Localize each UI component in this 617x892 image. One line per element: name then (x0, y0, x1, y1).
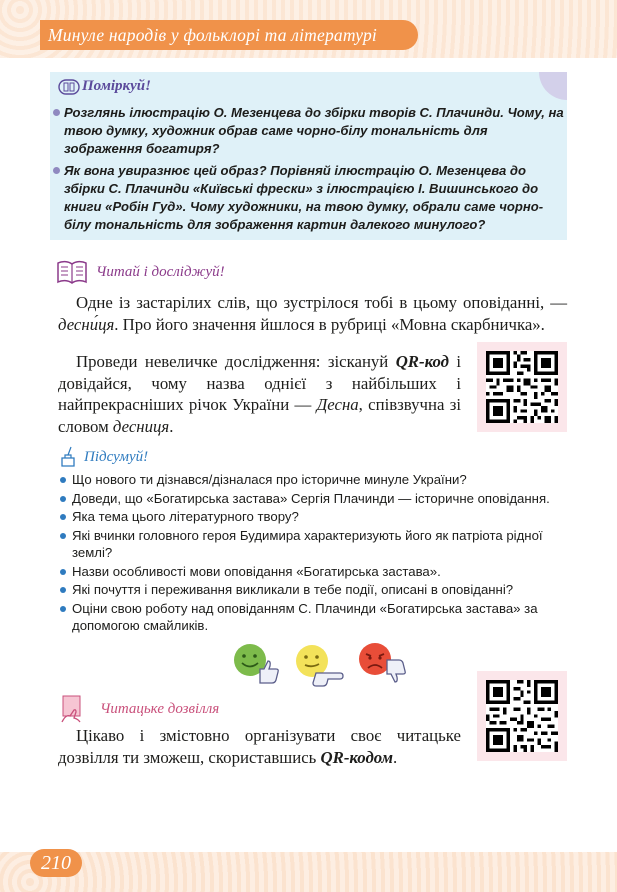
list-item: Які почуття і переживання викликали в тебе події, описані в оповіданні? (58, 581, 570, 599)
qr-code-leisure[interactable] (477, 671, 567, 761)
list-item: Розглянь ілюстрацію О. Мезенцева до збірки творів С. Плачинди. Чому, на твою думку, художник обрав саме чорно-білу тональність для зображення богатиря? (50, 104, 567, 158)
sad-face-thumbs-down-icon[interactable] (357, 641, 409, 689)
think-box (50, 72, 567, 240)
chapter-header (40, 20, 418, 50)
inkwell-icon (58, 446, 78, 468)
summary-heading (58, 446, 148, 468)
page-number: 210 (30, 849, 82, 877)
read-paragraph-1: Одне із застарілих слів, що зустрілося тобі в цьому оповіданні, — десни́ця. Про його значення йшлося в рубриці «Мовна скарбничка». (58, 293, 567, 334)
leisure-paragraph: Цікаво і змістовно організувати своє читацьке дозвілля ти зможеш, скориставшись QR-кодом. (58, 726, 461, 767)
open-book-icon (56, 259, 88, 285)
summary-list (58, 471, 570, 636)
list-item: Доведи, що «Богатирська застава» Сергія Плачинди — історичне оповідання. (58, 490, 570, 508)
smiley-rating (232, 641, 412, 687)
qr-code-icon (486, 351, 558, 423)
list-item: Що нового ти дізнався/дізналася про історичне минуле України? (58, 471, 570, 489)
read-heading (56, 259, 225, 285)
corner-decoration (539, 72, 567, 100)
list-item: Оціни свою роботу над оповіданням С. Плачинди «Богатирська застава» за допомогою смайликів. (58, 600, 570, 635)
neutral-face-pointing-icon[interactable] (294, 643, 346, 689)
qr-code-icon (486, 680, 558, 752)
happy-face-thumbs-up-icon[interactable] (232, 641, 282, 687)
leisure-heading (60, 694, 219, 724)
summary-label: Підсумуй! (84, 448, 149, 465)
think-list (50, 104, 567, 238)
list-item: Як вона увиразнює цей образ? Порівняй ілюстрацію О. Мезенцева до збірки С. Плачинди «Київські фрески» з ілюстрацією І. Вишинського до книги «Робін Гуд». Чому художники, на твою думку, обрали саме чорно-білу тональність для зображення картин далекого минулого? (50, 162, 567, 234)
chapter-title: Минуле народів у фольклорі та літературі (48, 25, 377, 45)
list-item: Які вчинки головного героя Будимира характеризують його як патріота рідної землі? (58, 527, 570, 562)
think-heading (58, 78, 151, 95)
read-paragraph-2: Проведи невеличке дослідження: зіскануй QR-код і довідайся, чому назва однієї з найбільших і найпрекрасніших річок України — Десна, співзвучна зі словом десниця. (58, 352, 462, 436)
bottom-ornament (0, 852, 617, 892)
list-item: Назви особливості мови оповідання «Богатирська застава». (58, 563, 570, 581)
list-item: Яка тема цього літературного твору? (58, 508, 570, 526)
book-icon (58, 79, 80, 95)
hand-book-icon (60, 694, 86, 724)
qr-code-desna[interactable] (477, 342, 567, 432)
think-label: Поміркуй! (82, 78, 151, 94)
read-label: Читай і досліджуй! (96, 263, 225, 280)
leisure-label: Читацьке дозвілля (100, 700, 220, 717)
